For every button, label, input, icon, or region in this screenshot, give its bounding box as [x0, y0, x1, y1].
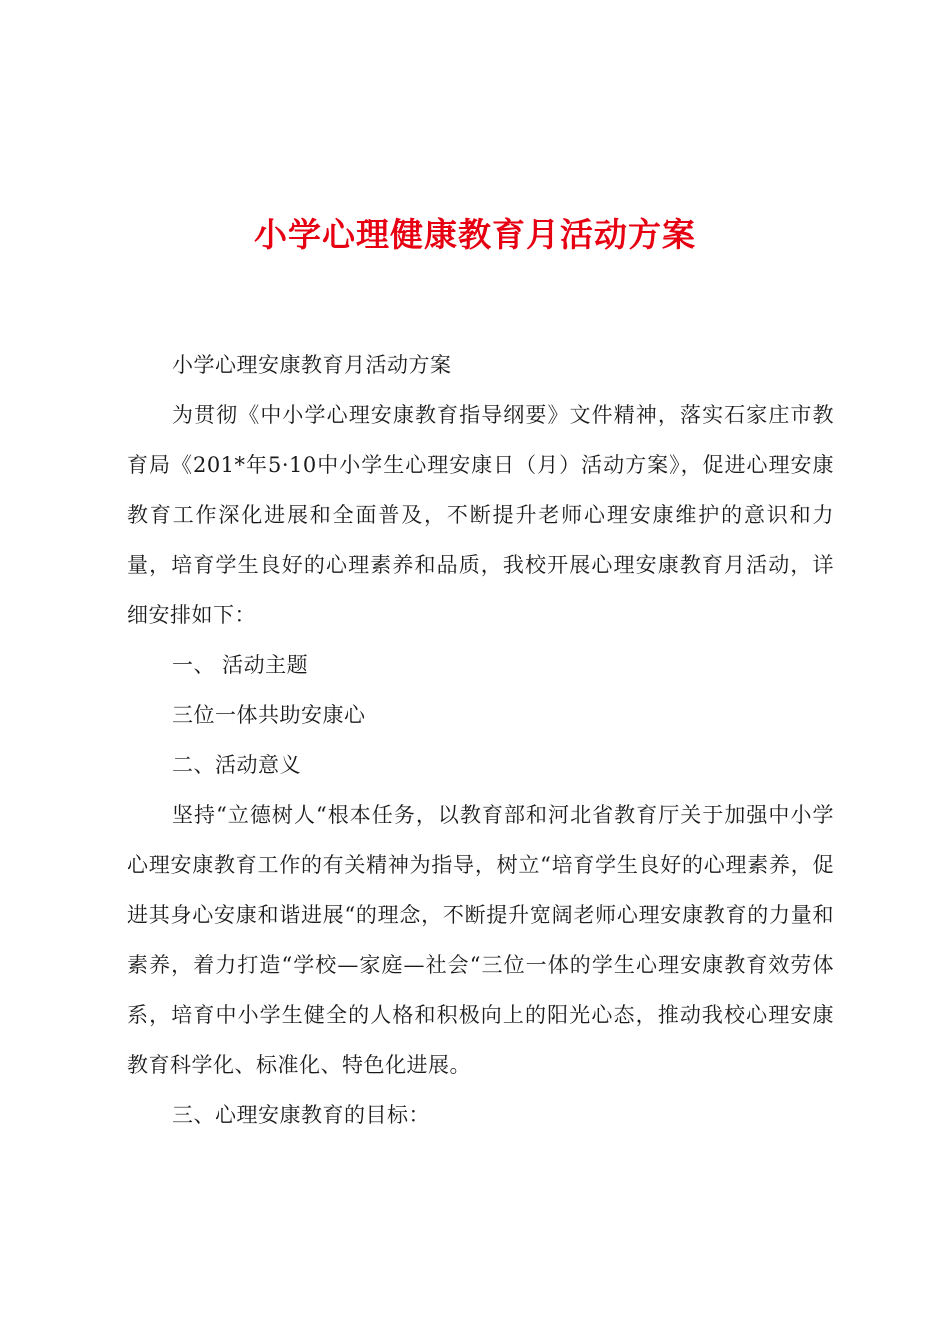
section-heading-significance: 二、活动意义 — [172, 753, 301, 777]
paragraph-subtitle: 小学心理安康教育月活动方案 — [172, 353, 452, 377]
section-heading-theme: 一、 活动主题 — [172, 653, 309, 677]
paragraph-theme: 三位一体共助安康心 — [172, 703, 366, 727]
document-title: 小学心理健康教育月活动方案 — [254, 215, 696, 254]
paragraph-intro: 为贯彻《中小学心理安康教育指导纲要》文件精神，落实石家庄市教育局《201*年5·10中小学生心理安康日（月）活动方案》，促进心理安康教育工作深化进展和全面普及，不断提升老师心理安康维护的意识和力量，培育学生良好的心理素养和品质，我校开展心理安康教育月活动，详细安排如下： — [127, 403, 834, 627]
paragraph-significance: 坚持“立德树人“根本任务，以教育部和河北省教育厅关于加强中小学心理安康教育工作的有关精神为指导，树立“培育学生良好的心理素养，促进其身心安康和谐进展“的理念，不断提升宽阔老师心理安康教育的力量和素养，着力打造“学校—家庭—社会“三位一体的学生心理安康教育效劳体系，培育中小学生健全的人格和积极向上的阳光心态，推动我校心理安康教育科学化、标准化、特色化进展。 — [127, 803, 834, 1077]
section-heading-goals: 三、心理安康教育的目标： — [172, 1103, 430, 1127]
document-body — [127, 340, 834, 1140]
